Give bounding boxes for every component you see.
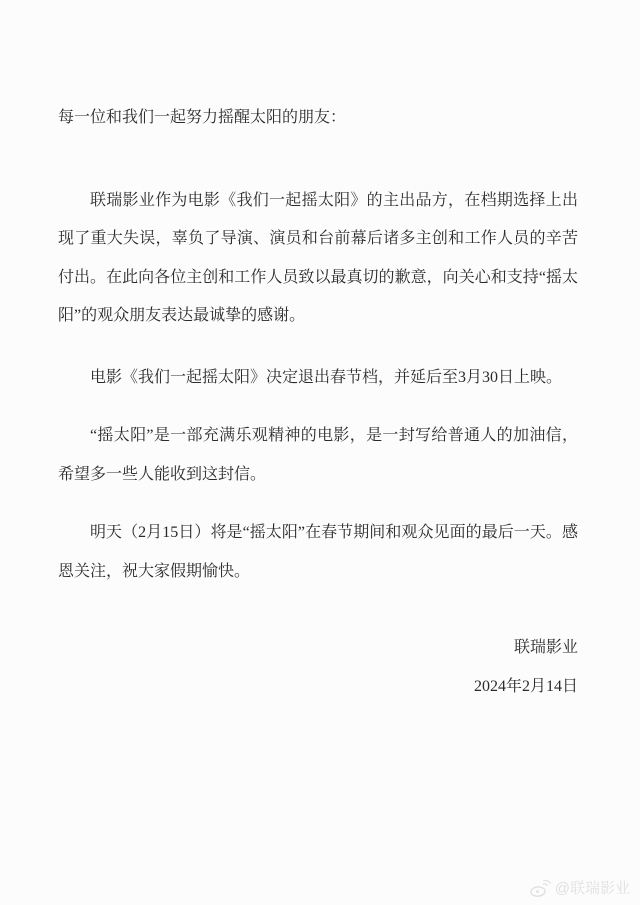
date: 2024年2月14日 [473,677,578,695]
salutation: 每一位和我们一起努力摇醒太阳的朋友： [58,109,347,126]
watermark-text: @联瑞影业 [554,880,630,897]
signature: 联瑞影业 [513,639,578,656]
paragraph-apology: 联瑞影业作为电影《我们一起摇太阳》的主出品方，在档期选择上出现了重大失误，辜负了导演、演员和台前幕后诸多主创和工作人员的辛苦付出。在此向各位主创和工作人员致以最真切的歉意，向关心和支持“摇太阳”的观众朋友表达最诚挚的感谢。 [58,191,578,324]
weibo-icon [529,879,551,898]
paragraph-last-day: 明天（2月15日）将是“摇太阳”在春节期间和观众见面的最后一天。感恩关注，祝大家假期愉快。 [58,524,578,580]
paragraph-release-change: 电影《我们一起摇太阳》决定退出春节档，并延后至3月30日上映。 [90,368,563,386]
watermark [529,879,630,898]
paragraph-film-description: “摇太阳”是一部充满乐观精神的电影，是一封写给普通人的加油信，希望多一些人能收到这封信。 [58,427,578,483]
